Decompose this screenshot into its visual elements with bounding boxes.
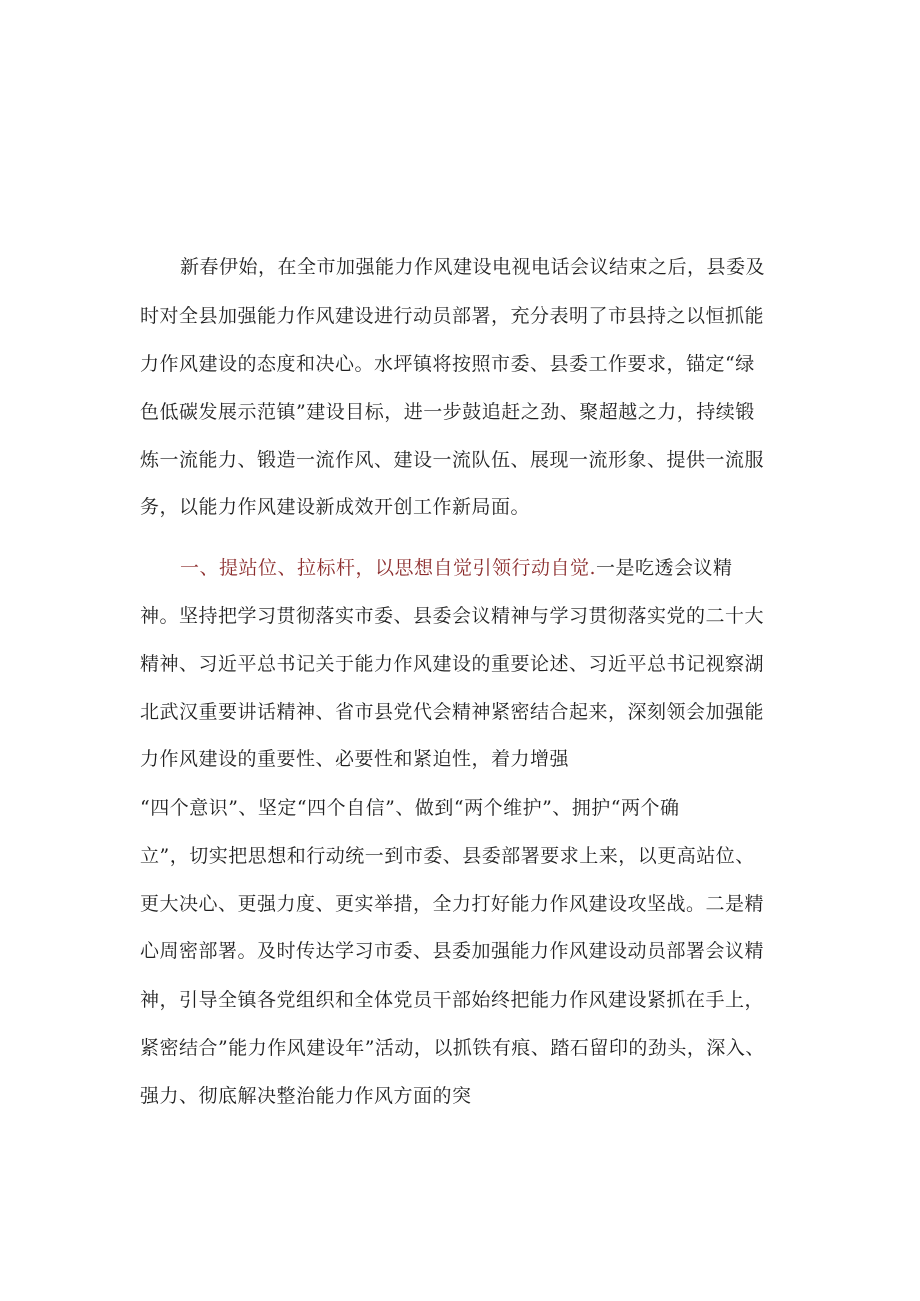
p2-line-9: 心周密部署。及时传达学习市委、县委加强能力作风建设动员部署会议精 [140, 940, 765, 962]
p1-line-1: 新春伊始，在全市加强能力作风建设电视电话会议结束之后，县委及 [180, 256, 766, 278]
p2-line-12: 强力、彻底解决整治能力作风方面的突 [140, 1085, 472, 1107]
p2-line-6: “四个意识”、坚定“四个自信”、做到“两个维护”、拥护“两个确 [140, 797, 680, 819]
p2-line-10: 神，引导全镇各党组织和全体党员干部始终把能力作风建设紧抓在手上， [140, 989, 765, 1011]
p1-line-4: 色低碳发展示范镇”建设目标，进一步鼓追赶之劲、聚超越之力，持续锻 [140, 401, 755, 423]
p2-line-11: 紧密结合”能力作风建设年”活动，以抓铁有痕、踏石留印的劲头，深入、 [140, 1037, 765, 1059]
p1-line-3: 力作风建设的态度和决心。水坪镇将按照市委、县委工作要求，锚定“绿 [140, 353, 755, 375]
p2-line-2: 神。坚持把学习贯彻落实市委、县委会议精神与学习贯彻落实党的二十大 [140, 605, 765, 627]
p2-line-4: 北武汉重要讲话精神、省市县党代会精神紧密结合起来，深刻领会加强能 [140, 701, 765, 723]
p2-first-line [180, 555, 733, 581]
p1-line-2: 时对全县加强能力作风建设进行动员部署，充分表明了市县持之以恒抓能 [140, 305, 765, 327]
p1-line-6: 务，以能力作风建设新成效开创工作新局面。 [140, 496, 531, 518]
p2-line-5: 力作风建设的重要性、必要性和紧迫性，着力增强 [140, 748, 570, 770]
p2-line-3: 精神、习近平总书记关于能力作风建设的重要论述、习近平总书记视察湖 [140, 653, 765, 675]
p1-line-5: 炼一流能力、锻造一流作风、建设一流队伍、展现一流形象、提供一流服 [140, 449, 765, 471]
section-heading: 一、提站位、拉标杆，以思想自觉引领行动自觉. [180, 557, 597, 579]
p2-line-7: 立”，切实把思想和行动统一到市委、县委部署要求上来，以更高站位、 [140, 845, 755, 867]
p2-line-8: 更大决心、更强力度、更实举措，全力打好能力作风建设攻坚战。二是精 [140, 893, 765, 915]
p2-first-line-rest: 一是吃透会议精 [596, 557, 733, 579]
